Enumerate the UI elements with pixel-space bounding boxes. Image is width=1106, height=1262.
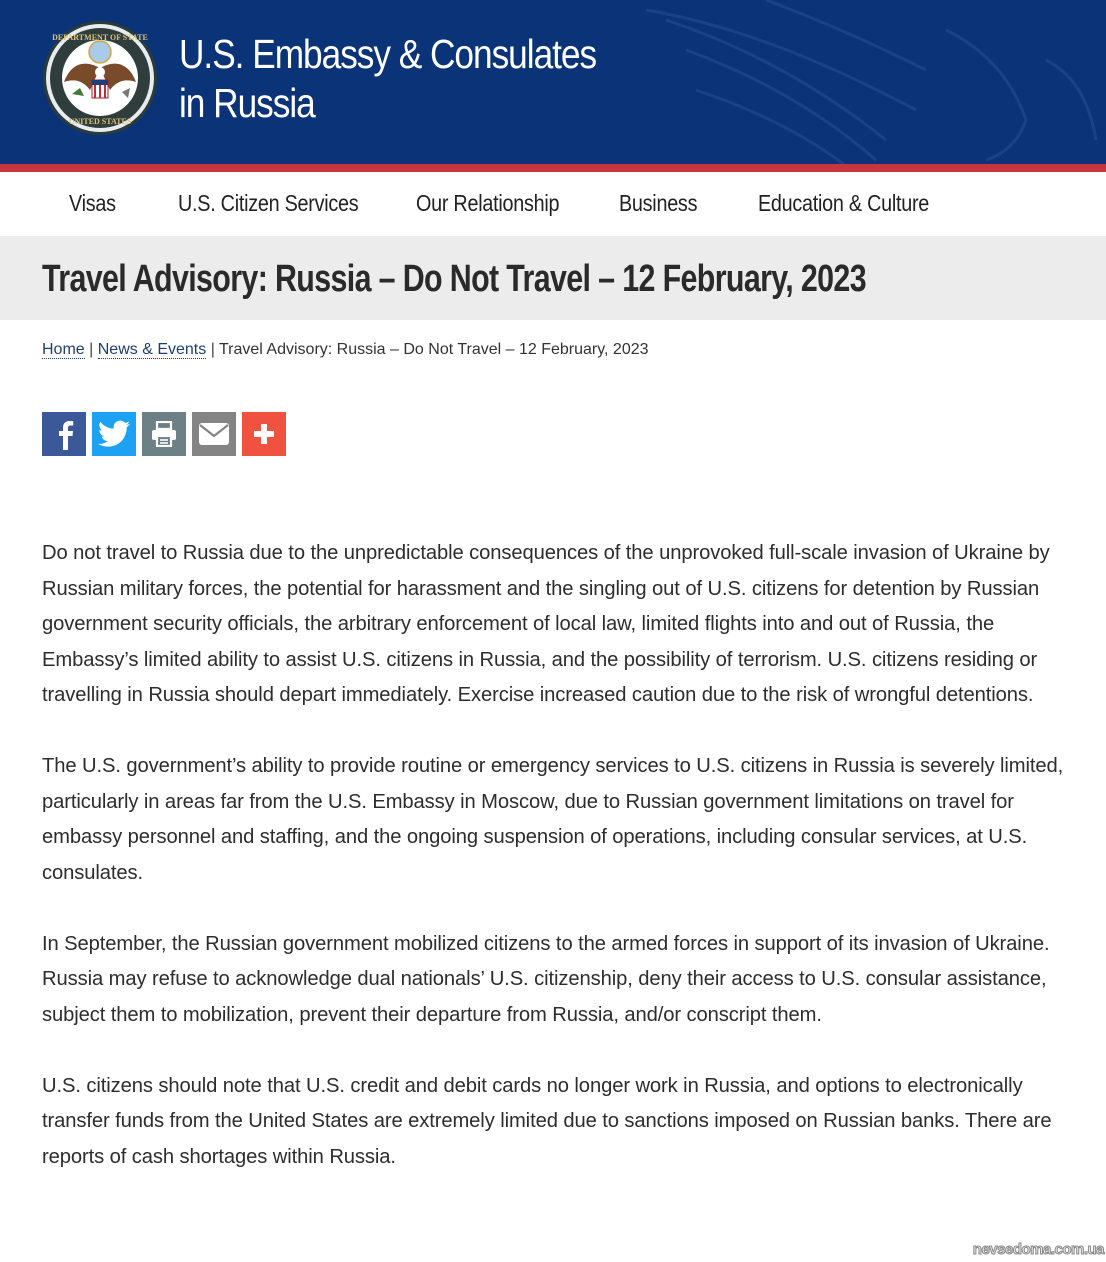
print-icon xyxy=(150,421,178,447)
twitter-icon xyxy=(98,420,130,448)
share-facebook-button[interactable] xyxy=(42,412,86,456)
advisory-paragraph: In September, the Russian government mobilized citizens to the armed forces in support of its invasion of Ukraine. Russia may refuse to acknowledge dual nationals’ U.S. citizenship, deny their access to U.S. consular assistance, subject them to mobilization, prevent their departure from Russia, and/or conscript them. xyxy=(42,932,1066,1026)
header-red-stripe xyxy=(0,164,1106,172)
plus-icon xyxy=(252,422,276,446)
nav-item-visas[interactable]: Visas xyxy=(69,190,116,216)
site-title-line1: U.S. Embassy & Consulates xyxy=(179,31,597,77)
breadcrumb-separator: | xyxy=(210,341,215,358)
share-twitter-button[interactable] xyxy=(92,412,136,456)
nav-item-our-relationship[interactable]: Our Relationship xyxy=(416,190,560,216)
advisory-paragraph: The U.S. government’s ability to provide routine or emergency services to U.S. citizens in Russia is severely limited, particularly in areas far from the U.S. Embassy in Moscow, due to Russian government limitations on travel for embassy personnel and staffing, and the ongoing suspension of operations, including consular services, at U.S. consulates. xyxy=(42,755,1064,884)
site-header xyxy=(0,0,1106,166)
nav-item-business[interactable]: Business xyxy=(619,190,698,216)
email-icon xyxy=(198,422,230,446)
department-of-state-seal-icon[interactable] xyxy=(42,20,158,136)
facebook-icon xyxy=(51,418,77,450)
eagle-watermark-icon xyxy=(586,0,1106,166)
advisory-paragraph: U.S. citizens should note that U.S. credit and debit cards no longer work in Russia, and options to electronically transfer funds from the United States are extremely limited due to sanctions imposed on Russian banks. There are reports of cash shortages within Russia. xyxy=(42,1074,1052,1168)
breadcrumb-home-link[interactable]: Home xyxy=(42,341,85,358)
share-email-button[interactable] xyxy=(192,412,236,456)
title-band xyxy=(0,236,1106,320)
main-nav xyxy=(0,172,1106,236)
nav-item-us-citizen-services[interactable]: U.S. Citizen Services xyxy=(178,190,359,216)
breadcrumb xyxy=(42,341,649,359)
advisory-content xyxy=(42,536,1072,1211)
share-more-button[interactable] xyxy=(242,412,286,456)
share-bar xyxy=(42,412,286,456)
breadcrumb-separator: | xyxy=(89,341,94,358)
page-title: Travel Advisory: Russia – Do Not Travel – 12 February, 2023 xyxy=(42,258,866,300)
site-title-line2: in Russia xyxy=(179,80,315,126)
site-title[interactable] xyxy=(179,30,596,128)
advisory-paragraph: Do not travel to Russia due to the unpredictable consequences of the unprovoked full-scale invasion of Ukraine by Russian military forces, the potential for harassment and the singling out of U.S. citizens for detention by Russian government security officials, the arbitrary enforcement of local law, limited flights into and out of Russia, the Embassy’s limited ability to assist U.S. citizens in Russia, and the possibility of terrorism. U.S. citizens residing or travelling in Russia should depart immediately. Exercise increased caution due to the risk of wrongful detentions. xyxy=(42,542,1050,706)
nav-item-education-culture[interactable]: Education & Culture xyxy=(758,190,930,216)
share-print-button[interactable] xyxy=(142,412,186,456)
source-watermark: nevsedoma.com.ua xyxy=(972,1241,1104,1258)
svg-text:UNITED STATES: UNITED STATES xyxy=(68,117,132,126)
breadcrumb-current: Travel Advisory: Russia – Do Not Travel – 12 February, 2023 xyxy=(219,341,649,358)
breadcrumb-news-events-link[interactable]: News & Events xyxy=(97,341,207,358)
svg-text:DEPARTMENT OF STATE: DEPARTMENT OF STATE xyxy=(52,33,148,42)
